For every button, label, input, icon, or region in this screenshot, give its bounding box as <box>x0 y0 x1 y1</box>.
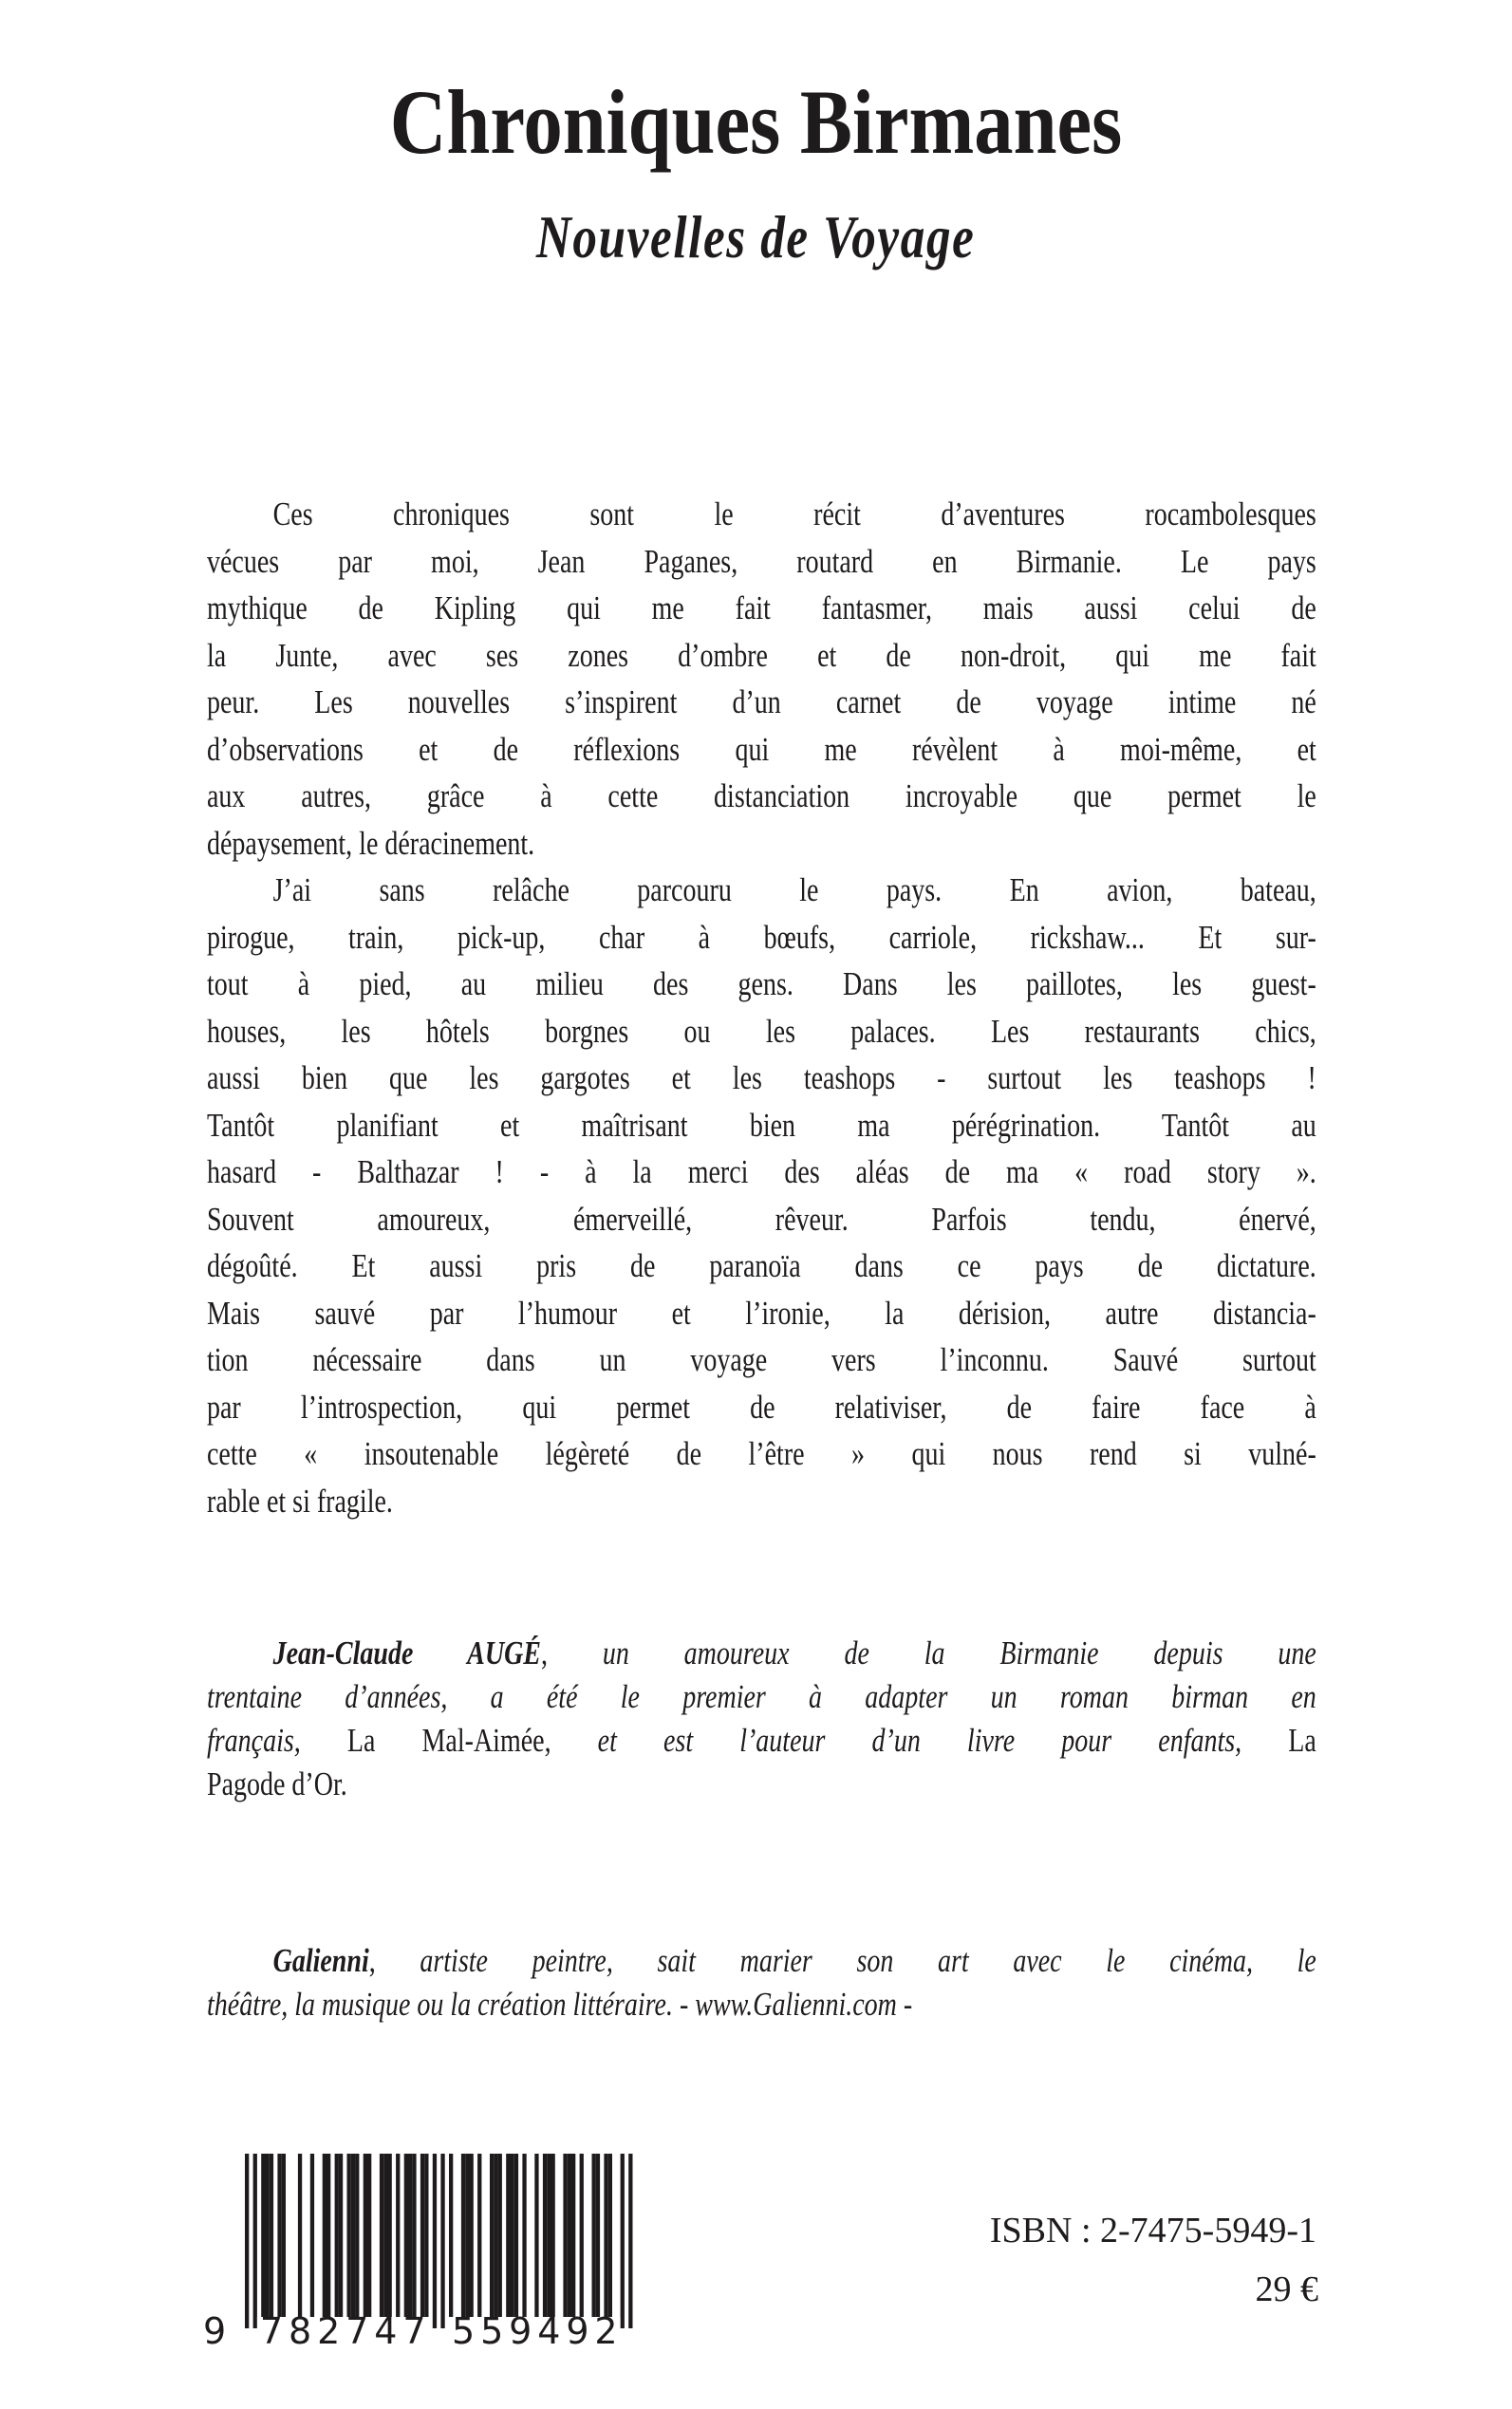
book-subtitle <box>0 201 1512 273</box>
author-bio-text: un amoureux de la Birmanie depuis une <box>547 1634 1316 1671</box>
price-label: 29 € <box>1255 2269 1318 2309</box>
author-bio-line <box>207 1632 1316 1675</box>
book-title <box>0 70 1512 175</box>
book-title-pagode-part2: Pagode d’Or. <box>207 1765 347 1802</box>
illustrator-bio-line <box>207 1939 1316 1983</box>
blurb-line: cette « insoutenable légèreté de l’être » qui nous rend si vulné- <box>207 1435 1316 1472</box>
comma: , <box>368 1942 376 1979</box>
blurb-line: vécues par moi, Jean Paganes, routard en Birmanie. Le pays <box>207 542 1316 580</box>
svg-text:782747: 782747 <box>259 2310 426 2351</box>
illustrator-bio <box>207 1939 1316 2026</box>
blurb-line: pirogue, train, pick-up, char à bœufs, carriole, rickshaw... Et sur- <box>207 918 1316 956</box>
illustrator-name: Galienni <box>272 1942 369 1979</box>
blurb-line: Ces chroniques sont le récit d’aventures rocambolesques <box>272 495 1316 532</box>
svg-text:559492: 559492 <box>452 2310 618 2351</box>
blurb-text <box>207 491 1316 1524</box>
svg-text:9: 9 <box>203 2310 227 2351</box>
blurb-line: J’ai sans relâche parcouru le pays. En avion, bateau, <box>272 871 1316 908</box>
author-bio <box>207 1632 1316 1806</box>
blurb-line: rable et si fragile. <box>207 1482 393 1520</box>
isbn-label: ISBN : 2-7475-5949-1 <box>989 2211 1316 2250</box>
blurb-line: aussi bien que les gargotes et les teashops - surtout les teashops ! <box>207 1059 1316 1096</box>
blurb-line: dégoûté. Et aussi pris de paranoïa dans ce pays de dictature. <box>207 1247 1316 1284</box>
author-bio-line: trentaine d’années, a été le premier à adapter un roman birman en <box>207 1678 1316 1715</box>
barcode-icon <box>190 2147 645 2351</box>
blurb-line: Souvent amoureux, émerveillé, rêveur. Parfois tendu, énervé, <box>207 1200 1316 1238</box>
blurb-line: mythique de Kipling qui me fait fantasmer, mais aussi celui de <box>207 589 1316 626</box>
blurb-line: dépaysement, le déracinement. <box>207 824 535 862</box>
blurb-line: Tantôt planifiant et maîtrisant bien ma pérégrination. Tantôt au <box>207 1106 1316 1144</box>
blurb-line: houses, les hôtels borgnes ou les palaces. Les restaurants chics, <box>207 1012 1316 1050</box>
blurb-line: d’observations et de réflexions qui me révèlent à moi-même, et <box>207 730 1316 768</box>
blurb-line: tout à pied, au milieu des gens. Dans les paillotes, les guest- <box>207 965 1316 1002</box>
author-bio-text: français, <box>207 1722 301 1759</box>
book-title-mal-aimee: La Mal-Aimée, <box>300 1722 551 1759</box>
book-title-pagode-part1: La <box>1241 1722 1316 1759</box>
blurb-line: aux autres, grâce à cette distanciation incroyable que permet le <box>207 777 1316 814</box>
illustrator-bio-line: théâtre, la musique ou la création littéraire. - www.Galienni.com - <box>207 1986 913 2023</box>
author-bio-text: et est l’auteur d’un livre pour enfants, <box>551 1722 1242 1759</box>
ean13-barcode <box>190 2147 645 2351</box>
book-subtitle-text: Nouvelles de Voyage <box>536 203 976 271</box>
blurb-line: tion nécessaire dans un voyage vers l’inconnu. Sauvé surtout <box>207 1341 1316 1378</box>
book-title-text: Chroniques Birmanes <box>389 71 1123 173</box>
blurb-line: par l’introspection, qui permet de relativiser, de faire face à <box>207 1388 1316 1426</box>
blurb-line: hasard - Balthazar ! - à la merci des aléas de ma « road story ». <box>207 1153 1316 1190</box>
blurb-line: peur. Les nouvelles s’inspirent d’un carnet de voyage intime né <box>207 683 1316 720</box>
blurb-line: Mais sauvé par l’humour et l’ironie, la dérision, autre distancia- <box>207 1294 1316 1332</box>
author-bio-line <box>207 1719 1316 1763</box>
blurb-line: la Junte, avec ses zones d’ombre et de non-droit, qui me fait <box>207 636 1316 674</box>
illustrator-bio-text: artiste peintre, sait marier son art avec le cinéma, le <box>375 1942 1316 1979</box>
comma: , <box>540 1634 548 1671</box>
author-name: Jean-Claude AUGÉ <box>272 1634 541 1671</box>
